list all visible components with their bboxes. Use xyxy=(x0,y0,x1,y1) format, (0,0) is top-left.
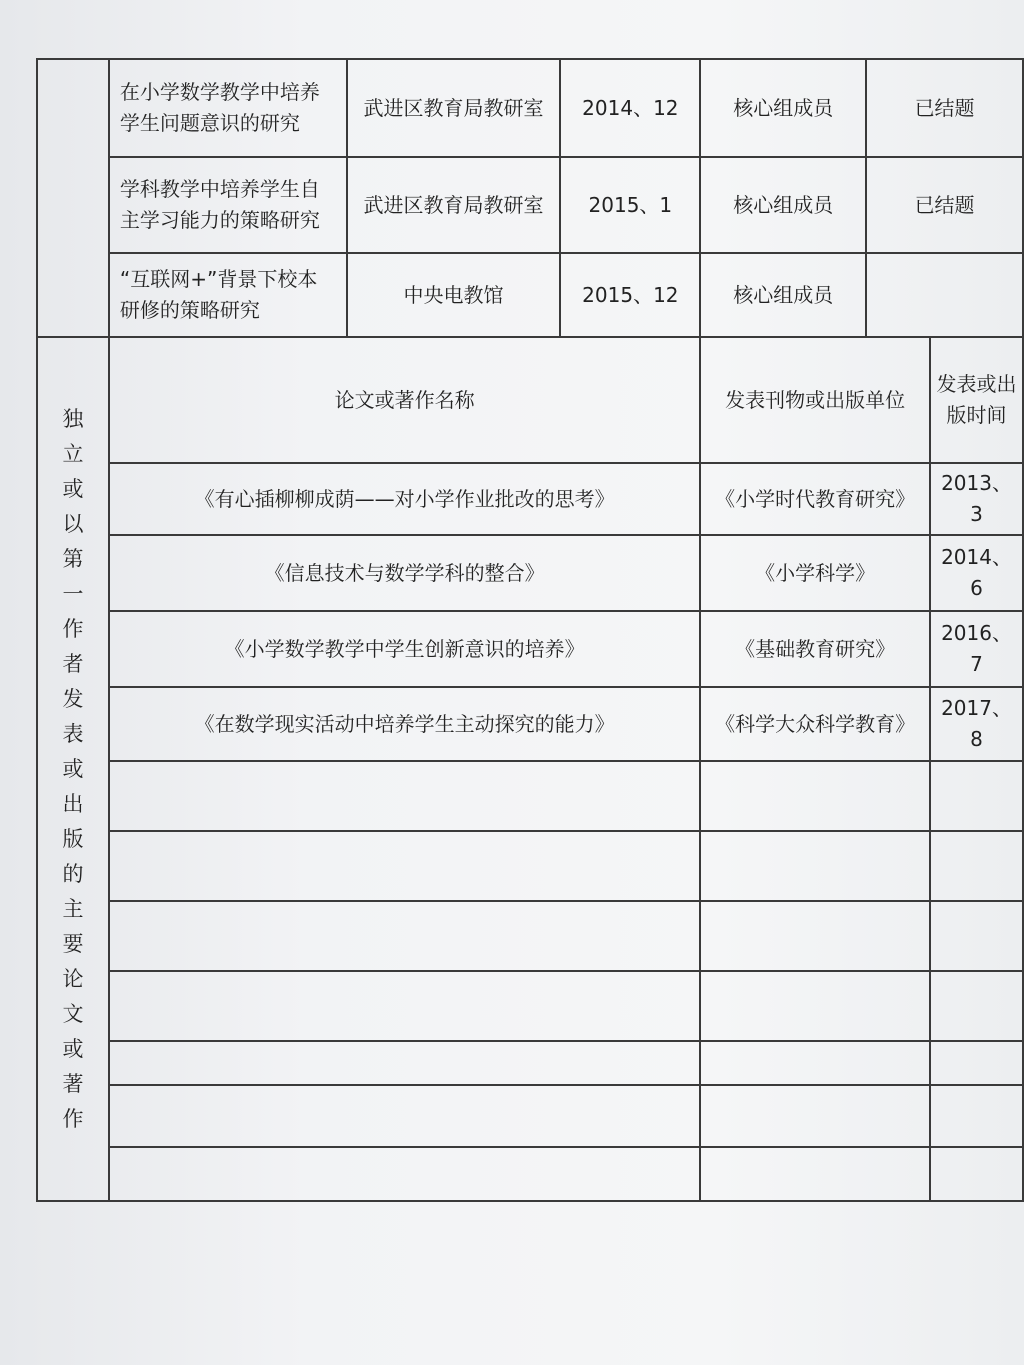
projects-side-cell xyxy=(37,59,109,337)
empty-paper-row xyxy=(37,1085,1023,1147)
document-table xyxy=(36,58,1024,1202)
paper-row xyxy=(37,611,1023,687)
empty-cell xyxy=(700,1085,930,1147)
paper-publisher: 《科学大众科学教育》 xyxy=(700,687,930,761)
empty-cell xyxy=(109,1041,700,1085)
empty-paper-row xyxy=(37,761,1023,831)
paper-date: 2013、3 xyxy=(930,463,1023,535)
project-name: 在小学数学教学中培养学生问题意识的研究 xyxy=(109,59,347,157)
paper-date: 2014、6 xyxy=(930,535,1023,611)
paper-row xyxy=(37,463,1023,535)
empty-paper-row xyxy=(37,971,1023,1041)
empty-cell xyxy=(930,1085,1023,1147)
project-date: 2014、12 xyxy=(560,59,700,157)
project-name: “互联网+”背景下校本研修的策略研究 xyxy=(109,253,347,337)
empty-cell xyxy=(700,1041,930,1085)
empty-cell xyxy=(700,1147,930,1201)
papers-title-header: 论文或著作名称 xyxy=(109,337,700,463)
paper-title: 《信息技术与数学学科的整合》 xyxy=(109,535,700,611)
empty-cell xyxy=(930,901,1023,971)
empty-cell xyxy=(700,971,930,1041)
empty-cell xyxy=(930,971,1023,1041)
empty-paper-row xyxy=(37,831,1023,901)
papers-side-label: 独立或以第一作者发表或出版的主要论文或著作 xyxy=(37,337,109,1201)
project-row xyxy=(37,157,1023,253)
project-unit: 武进区教育局教研室 xyxy=(347,59,561,157)
paper-title: 《有心插柳柳成荫——对小学作业批改的思考》 xyxy=(109,463,700,535)
paper-row xyxy=(37,687,1023,761)
project-date: 2015、1 xyxy=(560,157,700,253)
papers-publisher-header: 发表刊物或出版单位 xyxy=(700,337,930,463)
project-role: 核心组成员 xyxy=(700,157,866,253)
project-role: 核心组成员 xyxy=(700,59,866,157)
paper-date: 2017、8 xyxy=(930,687,1023,761)
empty-cell xyxy=(700,761,930,831)
empty-cell xyxy=(930,761,1023,831)
paper-title: 《在数学现实活动中培养学生主动探究的能力》 xyxy=(109,687,700,761)
empty-paper-row xyxy=(37,901,1023,971)
project-status xyxy=(866,253,1023,337)
project-row xyxy=(37,253,1023,337)
paper-publisher: 《小学时代教育研究》 xyxy=(700,463,930,535)
paper-title: 《小学数学教学中学生创新意识的培养》 xyxy=(109,611,700,687)
project-date: 2015、12 xyxy=(560,253,700,337)
empty-cell xyxy=(109,761,700,831)
papers-header-row xyxy=(37,337,1023,463)
project-row xyxy=(37,59,1023,157)
empty-paper-row xyxy=(37,1041,1023,1085)
empty-paper-row xyxy=(37,1147,1023,1201)
empty-cell xyxy=(109,901,700,971)
project-role: 核心组成员 xyxy=(700,253,866,337)
empty-cell xyxy=(109,831,700,901)
paper-date: 2016、7 xyxy=(930,611,1023,687)
empty-cell xyxy=(109,971,700,1041)
papers-date-header: 发表或出版时间 xyxy=(930,337,1023,463)
project-unit: 武进区教育局教研室 xyxy=(347,157,561,253)
project-unit: 中央电教馆 xyxy=(347,253,561,337)
empty-cell xyxy=(700,831,930,901)
project-status: 已结题 xyxy=(866,157,1023,253)
empty-cell xyxy=(930,1041,1023,1085)
empty-cell xyxy=(700,901,930,971)
paper-row xyxy=(37,535,1023,611)
project-status: 已结题 xyxy=(866,59,1023,157)
empty-cell xyxy=(109,1085,700,1147)
empty-cell xyxy=(930,831,1023,901)
paper-publisher: 《基础教育研究》 xyxy=(700,611,930,687)
empty-cell xyxy=(930,1147,1023,1201)
empty-cell xyxy=(109,1147,700,1201)
project-name: 学科教学中培养学生自主学习能力的策略研究 xyxy=(109,157,347,253)
paper-publisher: 《小学科学》 xyxy=(700,535,930,611)
